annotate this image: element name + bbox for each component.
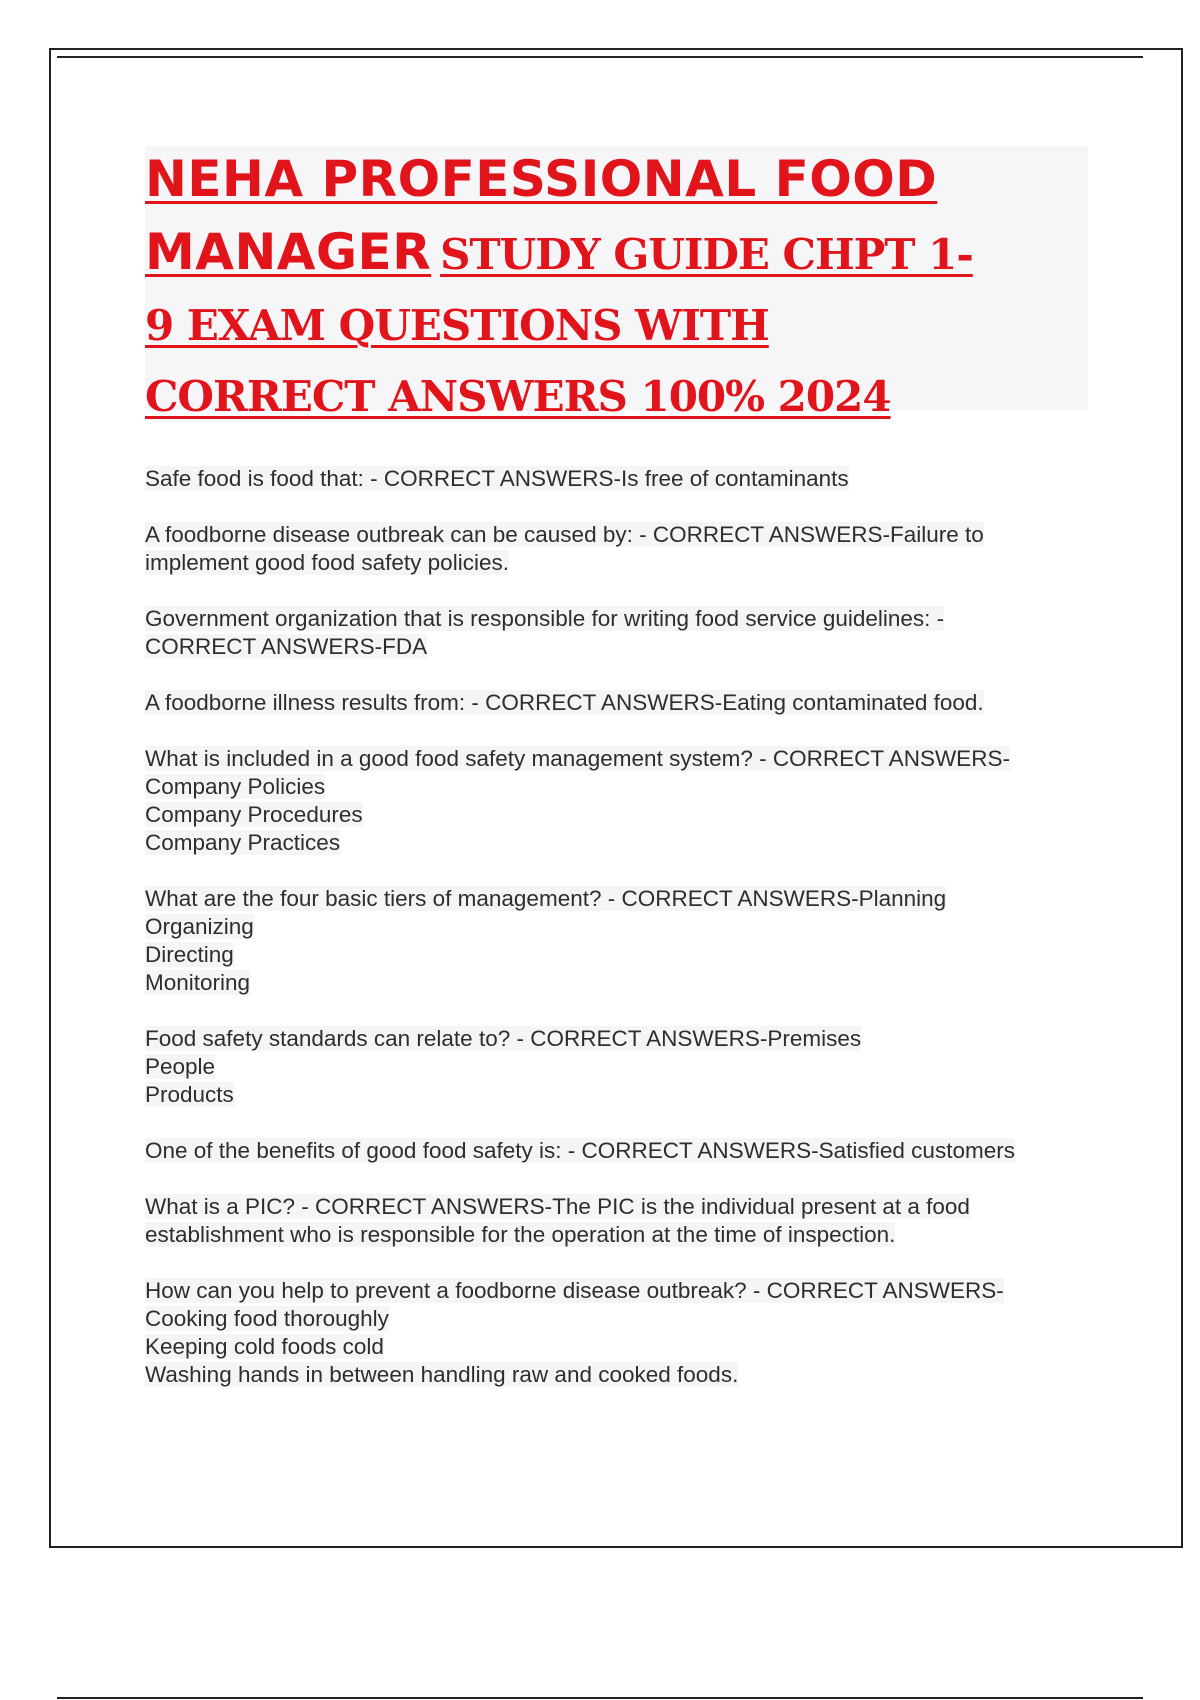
qa-line (145, 1333, 1105, 1361)
bottom-rule (57, 1697, 1143, 1699)
qa-line-text: Food safety standards can relate to? - CORRECT ANSWERS-Premises (145, 1026, 862, 1051)
qa-line (145, 549, 1105, 577)
qa-line-text: One of the benefits of good food safety is: - CORRECT ANSWERS-Satisfied customers (145, 1138, 1015, 1163)
qa-line (145, 913, 1105, 941)
title-part-4: 9 EXAM QUESTIONS WITH (145, 301, 769, 350)
qa-line (145, 773, 1105, 801)
qa-line-text: establishment who is responsible for the operation at the time of inspection. (145, 1222, 896, 1247)
qa-item (145, 885, 1105, 997)
qa-line-text: What is a PIC? - CORRECT ANSWERS-The PIC is the individual present at a food (145, 1194, 970, 1219)
qa-line-text: Company Policies (145, 774, 326, 799)
qa-item (145, 1025, 1105, 1109)
qa-line-text: What are the four basic tiers of management? - CORRECT ANSWERS-Planning (145, 886, 947, 911)
question-answer-list (145, 465, 1105, 1417)
qa-line-text: Safe food is food that: - CORRECT ANSWERS-Is free of contaminants (145, 466, 849, 491)
qa-line (145, 1221, 1105, 1249)
qa-line (145, 1081, 1105, 1109)
qa-item (145, 521, 1105, 577)
qa-line-text: A foodborne disease outbreak can be caused by: - CORRECT ANSWERS-Failure to (145, 522, 984, 547)
qa-line-text: Monitoring (145, 970, 251, 995)
qa-line (145, 941, 1105, 969)
qa-line-text: How can you help to prevent a foodborne disease outbreak? - CORRECT ANSWERS- (145, 1278, 1004, 1303)
qa-line (145, 1305, 1105, 1333)
qa-line (145, 745, 1105, 773)
title-part-5: CORRECT ANSWERS 100% 2024 (145, 372, 891, 421)
qa-line-text: People (145, 1054, 216, 1079)
qa-line-text: Cooking food thoroughly (145, 1306, 389, 1331)
qa-item (145, 465, 1105, 493)
qa-line-text: Products (145, 1082, 234, 1107)
title-part-3: STUDY GUIDE CHPT 1- (440, 230, 973, 279)
qa-line (145, 1025, 1105, 1053)
qa-line (145, 465, 1105, 493)
qa-line (145, 1137, 1105, 1165)
qa-line-text: A foodborne illness results from: - CORRECT ANSWERS-Eating contaminated food. (145, 690, 984, 715)
qa-item (145, 1193, 1105, 1249)
document-title (145, 146, 1088, 434)
title-part-2: MANAGER (145, 223, 432, 281)
title-block (145, 146, 1088, 421)
qa-line (145, 1053, 1105, 1081)
qa-item (145, 689, 1105, 717)
qa-line (145, 969, 1105, 997)
title-part-1: NEHA PROFESSIONAL FOOD (145, 150, 938, 208)
qa-line (145, 521, 1105, 549)
qa-line-text: Government organization that is responsible for writing food service guidelines: - (145, 606, 945, 631)
qa-line (145, 633, 1105, 661)
qa-item (145, 1277, 1105, 1389)
qa-line-text: implement good food safety policies. (145, 550, 509, 575)
qa-line-text: Directing (145, 942, 234, 967)
qa-line-text: Company Practices (145, 830, 341, 855)
qa-line (145, 1361, 1105, 1389)
qa-line-text: Company Procedures (145, 802, 363, 827)
qa-line (145, 1277, 1105, 1305)
qa-line-text: Keeping cold foods cold (145, 1334, 384, 1359)
qa-line-text: Organizing (145, 914, 254, 939)
qa-item (145, 745, 1105, 857)
qa-line (145, 885, 1105, 913)
qa-line-text: What is included in a good food safety management system? - CORRECT ANSWERS- (145, 746, 1010, 771)
qa-line (145, 605, 1105, 633)
qa-line (145, 689, 1105, 717)
top-rule (57, 56, 1143, 58)
qa-item (145, 1137, 1105, 1165)
qa-line (145, 1193, 1105, 1221)
qa-line-text: CORRECT ANSWERS-FDA (145, 634, 428, 659)
qa-item (145, 605, 1105, 661)
qa-line-text: Washing hands in between handling raw and cooked foods. (145, 1362, 739, 1387)
qa-line (145, 829, 1105, 857)
qa-line (145, 801, 1105, 829)
